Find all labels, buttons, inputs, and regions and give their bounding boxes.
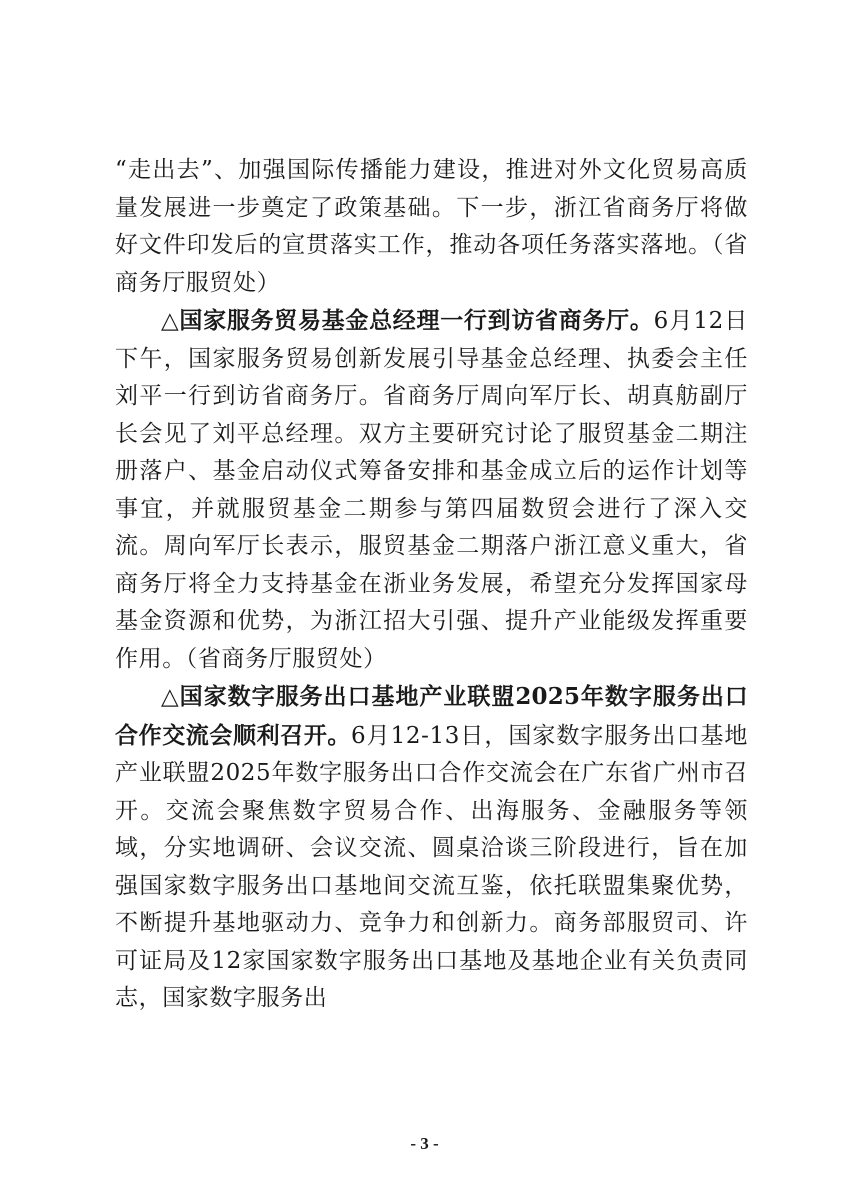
page-number: - 3 -	[410, 1134, 439, 1153]
paragraph-lead-heading: △国家数字服务出口基地产业联盟2025年数字服务出口合作交流会顺利召开。	[115, 683, 748, 749]
paragraph-service-trade-fund-visit	[115, 302, 748, 678]
paragraph-digital-service-alliance-meeting	[115, 678, 748, 1018]
paragraph-lead-heading: △国家服务贸易基金总经理一行到访省商务厅。	[161, 307, 654, 334]
paragraph-text: 6月12日下午，国家服务贸易创新发展引导基金总经理、执委会主任刘平一行到访省商务厅。省商务厅周向军厅长、胡真舫副厅长会见了刘平总经理。双方主要研究讨论了服贸基金二期注册落户、基金启动仪式筹备安排和基金成立后的运作计划等事宜，并就服贸基金二期参与第四届数贸会进行了深入交流。周向军厅长表示，服贸基金二期落户浙江意义重大，省商务厅将全力支持基金在浙业务发展，希望充分发挥国家母基金资源和优势，为浙江招大引强、提升产业能级发挥重要作用。（省商务厅服贸处）	[115, 308, 749, 672]
paragraph-continuation	[115, 152, 748, 302]
document-body	[115, 152, 748, 1018]
paragraph-text: 6月12-13日，国家数字服务出口基地产业联盟2025年数字服务出口合作交流会在广东省广州市召开。交流会聚焦数字贸易合作、出海服务、金融服务等领域，分实地调研、会议交流、圆桌洽谈三阶段进行，旨在加强国家数字服务出口基地间交流互鉴，依托联盟集聚优势，不断提升基地驱动力、竞争力和创新力。商务部服贸司、许可证局及12家国家数字服务出口基地及基地企业有关负责同志，国家数字服务出	[115, 722, 749, 1011]
paragraph-text: “走出去”、加强国际传播能力建设，推进对外文化贸易高质量发展进一步奠定了政策基础。下一步，浙江省商务厅将做好文件印发后的宣贯落实工作，推动各项任务落实落地。（省商务厅服贸处）	[115, 157, 748, 296]
